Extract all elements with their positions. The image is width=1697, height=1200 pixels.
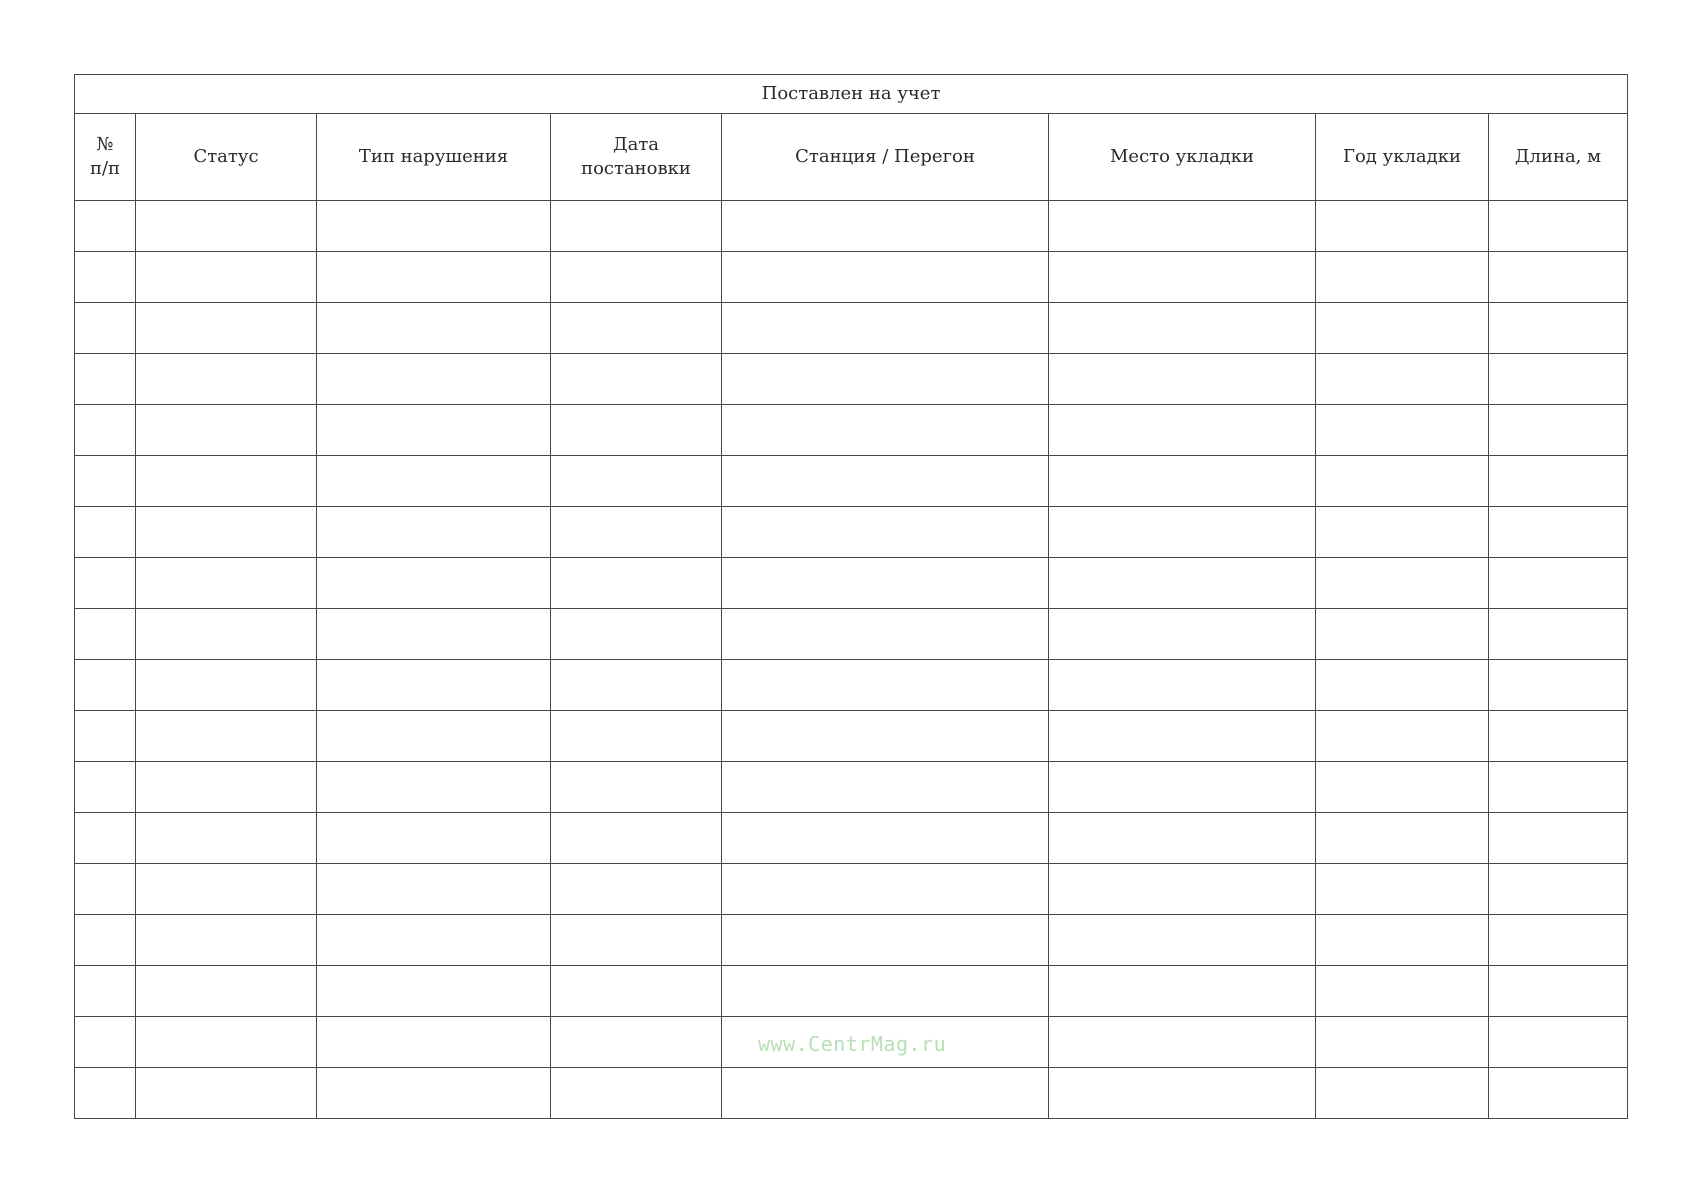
- table-cell[interactable]: [551, 354, 722, 405]
- table-cell[interactable]: [722, 456, 1049, 507]
- table-cell[interactable]: [1049, 1017, 1316, 1068]
- table-cell[interactable]: [551, 558, 722, 609]
- table-cell[interactable]: [136, 303, 317, 354]
- table-cell[interactable]: [722, 915, 1049, 966]
- table-cell[interactable]: [551, 1068, 722, 1119]
- table-row: [75, 1017, 1628, 1068]
- table-cell[interactable]: [136, 354, 317, 405]
- table-cell[interactable]: [1316, 864, 1489, 915]
- table-cell[interactable]: [75, 456, 136, 507]
- table-cell[interactable]: [136, 456, 317, 507]
- table-cell[interactable]: [1489, 201, 1628, 252]
- table-cell[interactable]: [136, 660, 317, 711]
- table-cell[interactable]: [1049, 609, 1316, 660]
- table-body: [75, 201, 1628, 1119]
- column-header: № п/п: [75, 114, 136, 201]
- table-cell[interactable]: [317, 303, 551, 354]
- table-cell[interactable]: [1316, 252, 1489, 303]
- table-cell[interactable]: [75, 711, 136, 762]
- table-cell[interactable]: [136, 405, 317, 456]
- column-header: Дата постановки: [551, 114, 722, 201]
- table-cell[interactable]: [551, 864, 722, 915]
- table-cell[interactable]: [136, 1017, 317, 1068]
- table-cell[interactable]: [75, 354, 136, 405]
- table-cell[interactable]: [1049, 813, 1316, 864]
- table-cell[interactable]: [1489, 405, 1628, 456]
- table-cell[interactable]: [1316, 201, 1489, 252]
- table-cell[interactable]: [722, 660, 1049, 711]
- table-cell[interactable]: [1049, 354, 1316, 405]
- table-cell[interactable]: [136, 864, 317, 915]
- column-header: Длина, м: [1489, 114, 1628, 201]
- table-cell[interactable]: [551, 966, 722, 1017]
- table-row: [75, 558, 1628, 609]
- table-cell[interactable]: [136, 915, 317, 966]
- table-cell[interactable]: [551, 711, 722, 762]
- watermark-text: www.CentrMag.ru: [758, 1032, 947, 1056]
- table-cell[interactable]: [317, 201, 551, 252]
- table-cell[interactable]: [1316, 354, 1489, 405]
- table-cell[interactable]: [317, 252, 551, 303]
- table-row: [75, 609, 1628, 660]
- table-cell[interactable]: [75, 813, 136, 864]
- table-cell[interactable]: [722, 864, 1049, 915]
- column-header-row: [75, 114, 1628, 201]
- table-cell[interactable]: [722, 1017, 1049, 1068]
- table-cell[interactable]: [317, 1068, 551, 1119]
- table-cell[interactable]: [722, 711, 1049, 762]
- table-cell[interactable]: [317, 558, 551, 609]
- table-row: [75, 711, 1628, 762]
- table-cell[interactable]: [136, 711, 317, 762]
- table-cell[interactable]: [75, 864, 136, 915]
- table-cell[interactable]: [317, 507, 551, 558]
- table-cell[interactable]: [1049, 762, 1316, 813]
- table-cell[interactable]: [317, 456, 551, 507]
- table-cell[interactable]: [317, 609, 551, 660]
- table-cell[interactable]: [75, 609, 136, 660]
- table-cell[interactable]: [75, 252, 136, 303]
- table-cell[interactable]: [551, 813, 722, 864]
- table-cell[interactable]: [551, 456, 722, 507]
- table-cell[interactable]: [317, 813, 551, 864]
- table-cell[interactable]: [317, 660, 551, 711]
- table-cell[interactable]: [551, 201, 722, 252]
- table-row: [75, 966, 1628, 1017]
- table-cell[interactable]: [1489, 1068, 1628, 1119]
- table-cell[interactable]: [551, 405, 722, 456]
- table-cell[interactable]: [1049, 507, 1316, 558]
- table-cell[interactable]: [317, 762, 551, 813]
- table-cell[interactable]: [1489, 252, 1628, 303]
- table-cell[interactable]: [317, 915, 551, 966]
- table-cell[interactable]: [136, 201, 317, 252]
- table-row: [75, 864, 1628, 915]
- table-cell[interactable]: [317, 1017, 551, 1068]
- register-sheet: [74, 74, 1627, 1119]
- table-cell[interactable]: [1489, 456, 1628, 507]
- table-row: [75, 201, 1628, 252]
- table-cell[interactable]: [1316, 507, 1489, 558]
- table-cell[interactable]: [1049, 405, 1316, 456]
- table-cell[interactable]: [722, 354, 1049, 405]
- table-cell[interactable]: [136, 558, 317, 609]
- table-cell[interactable]: [1489, 354, 1628, 405]
- table-cell[interactable]: [1316, 813, 1489, 864]
- table-row: [75, 915, 1628, 966]
- table-title: Поставлен на учет: [75, 75, 1628, 114]
- column-header: Место укладки: [1049, 114, 1316, 201]
- table-cell[interactable]: [1316, 609, 1489, 660]
- table-cell[interactable]: [1049, 711, 1316, 762]
- table-row: [75, 660, 1628, 711]
- table-row: [75, 1068, 1628, 1119]
- table-cell[interactable]: [1049, 660, 1316, 711]
- table-cell[interactable]: [1489, 660, 1628, 711]
- table-cell[interactable]: [136, 609, 317, 660]
- table-cell[interactable]: [1489, 762, 1628, 813]
- table-cell[interactable]: [722, 609, 1049, 660]
- table-cell[interactable]: [75, 915, 136, 966]
- table-cell[interactable]: [1489, 303, 1628, 354]
- table-cell[interactable]: [1049, 252, 1316, 303]
- table-cell[interactable]: [1316, 762, 1489, 813]
- table-cell[interactable]: [551, 762, 722, 813]
- table-cell[interactable]: [722, 762, 1049, 813]
- table-cell[interactable]: [136, 1068, 317, 1119]
- column-header: Год укладки: [1316, 114, 1489, 201]
- column-header: Станция / Перегон: [722, 114, 1049, 201]
- table-cell[interactable]: [136, 966, 317, 1017]
- table-cell[interactable]: [1489, 1017, 1628, 1068]
- table-cell[interactable]: [722, 507, 1049, 558]
- table-cell[interactable]: [1316, 558, 1489, 609]
- table-cell[interactable]: [551, 609, 722, 660]
- table-cell[interactable]: [1316, 711, 1489, 762]
- table-cell[interactable]: [1316, 303, 1489, 354]
- table-cell[interactable]: [1316, 1068, 1489, 1119]
- table-cell[interactable]: [1489, 813, 1628, 864]
- table-cell[interactable]: [1049, 915, 1316, 966]
- table-cell[interactable]: [551, 252, 722, 303]
- table-cell[interactable]: [75, 201, 136, 252]
- table-cell[interactable]: [1489, 507, 1628, 558]
- table-cell[interactable]: [75, 762, 136, 813]
- table-cell[interactable]: [551, 915, 722, 966]
- table-cell[interactable]: [1049, 1068, 1316, 1119]
- table-row: [75, 507, 1628, 558]
- table-cell[interactable]: [1316, 1017, 1489, 1068]
- table-row: [75, 303, 1628, 354]
- table-cell[interactable]: [75, 660, 136, 711]
- table-cell[interactable]: [1316, 966, 1489, 1017]
- table-cell[interactable]: [722, 966, 1049, 1017]
- table-cell[interactable]: [317, 711, 551, 762]
- table-cell[interactable]: [551, 303, 722, 354]
- column-header: Тип нарушения: [317, 114, 551, 201]
- table-cell[interactable]: [1489, 966, 1628, 1017]
- table-cell[interactable]: [75, 303, 136, 354]
- table-cell[interactable]: [1489, 609, 1628, 660]
- table-row: [75, 456, 1628, 507]
- table-cell[interactable]: [75, 507, 136, 558]
- table-cell[interactable]: [1489, 915, 1628, 966]
- table-cell[interactable]: [722, 201, 1049, 252]
- table-cell[interactable]: [722, 813, 1049, 864]
- table-cell[interactable]: [1489, 711, 1628, 762]
- table-cell[interactable]: [1316, 456, 1489, 507]
- table-cell[interactable]: [75, 1017, 136, 1068]
- table-cell[interactable]: [722, 303, 1049, 354]
- table-cell[interactable]: [722, 405, 1049, 456]
- table-row: [75, 762, 1628, 813]
- table-cell[interactable]: [551, 1017, 722, 1068]
- table-cell[interactable]: [317, 405, 551, 456]
- table-cell[interactable]: [136, 507, 317, 558]
- table-cell[interactable]: [317, 966, 551, 1017]
- table-cell[interactable]: [136, 762, 317, 813]
- table-cell[interactable]: [551, 507, 722, 558]
- table-cell[interactable]: [1049, 201, 1316, 252]
- table-cell[interactable]: [1049, 558, 1316, 609]
- table-row: [75, 405, 1628, 456]
- table-cell[interactable]: [722, 558, 1049, 609]
- table-cell[interactable]: [551, 660, 722, 711]
- table-cell[interactable]: [75, 1068, 136, 1119]
- register-table: [74, 74, 1628, 1119]
- table-cell[interactable]: [1489, 558, 1628, 609]
- table-cell[interactable]: [317, 354, 551, 405]
- table-cell[interactable]: [1316, 660, 1489, 711]
- table-cell[interactable]: [722, 1068, 1049, 1119]
- table-cell[interactable]: [317, 864, 551, 915]
- table-cell[interactable]: [722, 252, 1049, 303]
- table-cell[interactable]: [1489, 864, 1628, 915]
- table-cell[interactable]: [1049, 456, 1316, 507]
- table-cell[interactable]: [75, 405, 136, 456]
- table-row: [75, 813, 1628, 864]
- table-cell[interactable]: [1049, 303, 1316, 354]
- table-cell[interactable]: [75, 966, 136, 1017]
- table-cell[interactable]: [1049, 966, 1316, 1017]
- table-cell[interactable]: [1316, 915, 1489, 966]
- column-header: Статус: [136, 114, 317, 201]
- table-cell[interactable]: [1049, 864, 1316, 915]
- table-cell[interactable]: [1316, 405, 1489, 456]
- table-row: [75, 354, 1628, 405]
- table-title-row: [75, 75, 1628, 114]
- table-cell[interactable]: [75, 558, 136, 609]
- table-cell[interactable]: [136, 252, 317, 303]
- table-cell[interactable]: [136, 813, 317, 864]
- table-row: [75, 252, 1628, 303]
